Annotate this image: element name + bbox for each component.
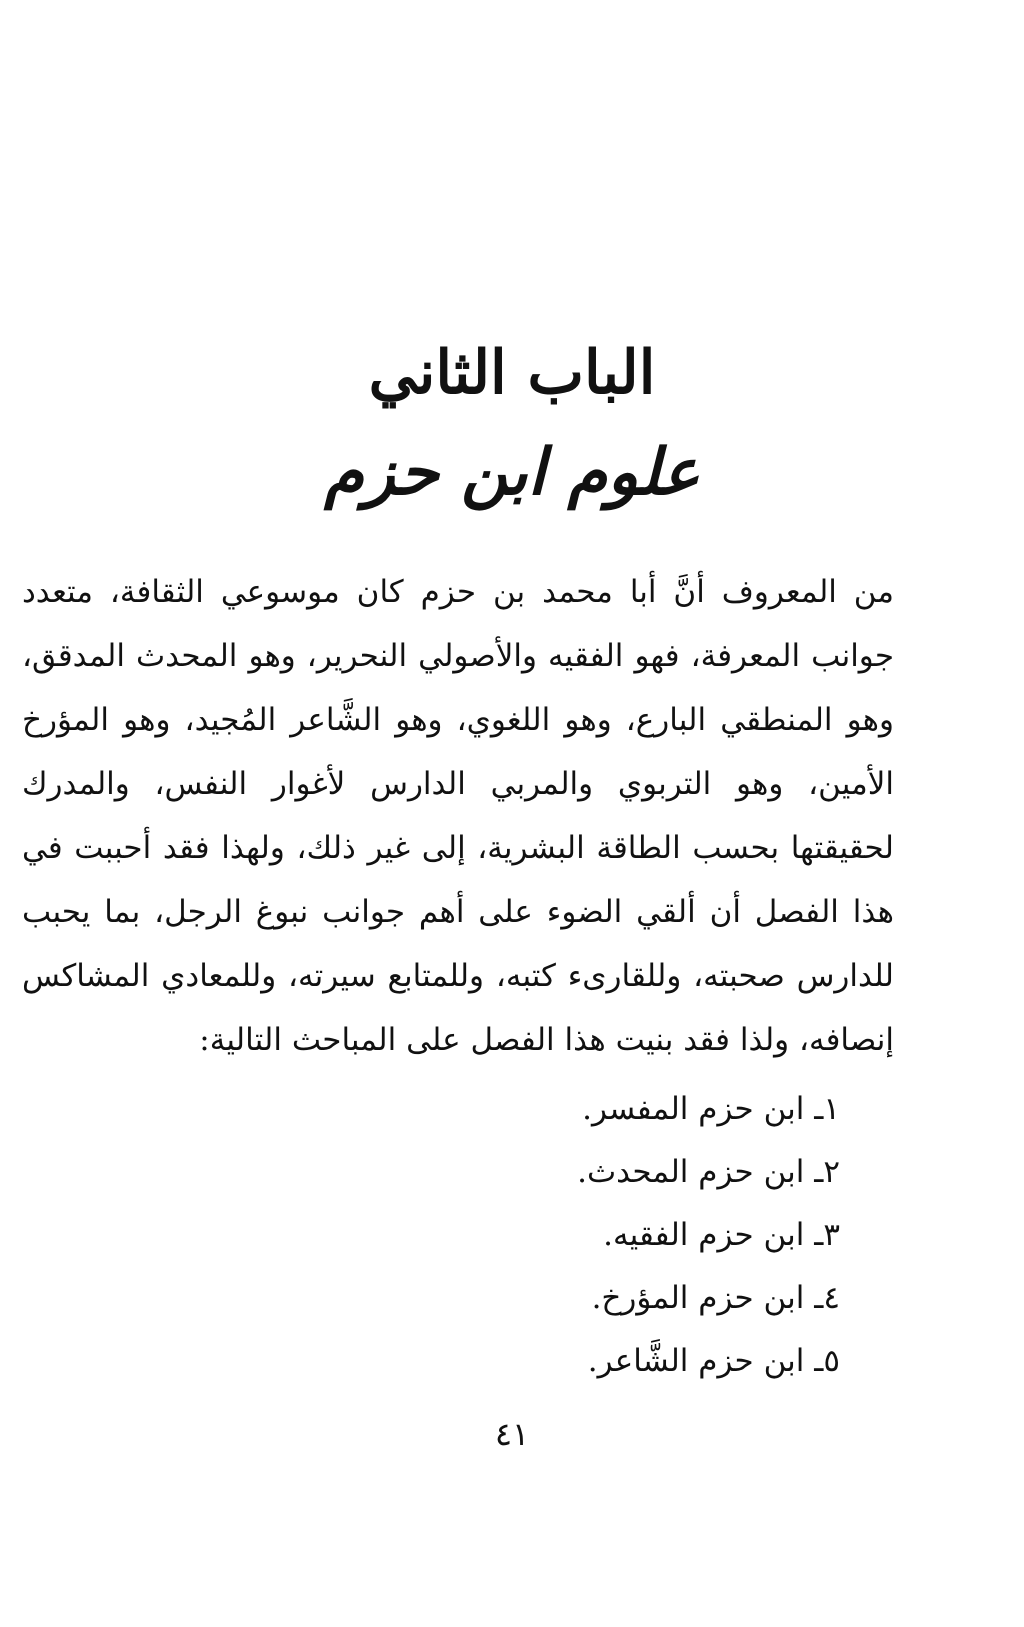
- list-item: ٣ـ ابن حزم الفقيه.: [603, 1217, 840, 1253]
- topics-list: [200, 1078, 840, 1393]
- intro-paragraph: من المعروف أنَّ أبا محمد بن حزم كان موسوعي الثقافة، متعدد جوانب المعرفة، فهو الفقيه والأصولي النحرير، وهو المحدث المدقق، وهو المنطقي البارع، وهو اللغوي، وهو الشَّاعر المُجيد، وهو المؤرخ الأمين، وهو التربوي والمربي الدارس لأغوار النفس، والمدرك لحقيقتها بحسب الطاقة البشرية، إلى غير ذلك، ولهذا فقد أحببت في هذا الفصل أن ألقي الضوء على أهم جوانب نبوغ الرجل، بما يحبب للدارس صحبته، وللقارىء كتبه، وللمتابع سيرته، وللمعادي المشاكس إنصافه، ولذا فقد بنيت هذا الفصل على المباحث التالية:: [22, 574, 894, 1058]
- chapter-subtitle: علوم ابن حزم: [324, 435, 700, 510]
- list-item: ٥ـ ابن حزم الشَّاعر.: [587, 1343, 840, 1379]
- list-item: ١ـ ابن حزم المفسر.: [582, 1091, 840, 1127]
- chapter-title: الباب الثاني: [368, 338, 656, 408]
- list-item: ٤ـ ابن حزم المؤرخ.: [591, 1280, 840, 1316]
- list-item: ٢ـ ابن حزم المحدث.: [577, 1154, 840, 1190]
- chapter-heading: [0, 325, 1024, 525]
- page-number: ٤١: [494, 1415, 530, 1453]
